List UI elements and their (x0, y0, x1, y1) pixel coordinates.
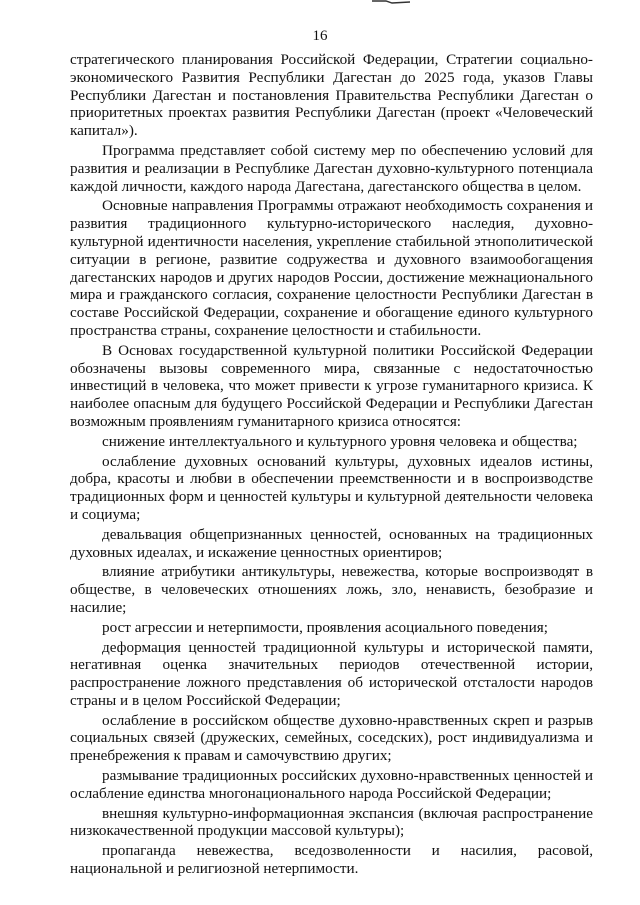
scan-artifact-mark (372, 0, 410, 5)
list-item: деформация ценностей традиционной культуры и исторической памяти, негативная оценка значительных периодов отечественной истории, распространение ложного представления об исторической отсталости народов страны и в целом Российской Федерации; (70, 638, 593, 709)
list-item: пропаганда невежества, вседозволенности и насилия, расовой, национальной и религиозной нетерпимости. (70, 842, 593, 878)
document-body (70, 51, 593, 880)
list-item: внешняя культурно-информационная экспансия (включая распространение низкокачественной продукции массовой культуры); (70, 804, 593, 840)
list-item: влияние атрибутики антикультуры, невежества, которые воспроизводят в обществе, в человеческих отношениях ложь, зло, ненависть, безобразие и насилие; (70, 563, 593, 616)
paragraph: Программа представляет собой систему мер по обеспечению условий для развития и реализации в Республике Дагестан духовно-культурного потенциала каждой личности, каждого народа Дагестана, дагестанского общества в целом. (70, 141, 593, 195)
page-number: 16 (312, 28, 328, 44)
list-item: ослабление духовных оснований культуры, духовных идеалов истины, добра, красоты и любви в обеспечении преемственности и в воспроизводстве традиционных форм и ценностей культуры и культурной деятельности человека и социума; (70, 452, 593, 523)
list-item: рост агрессии и нетерпимости, проявления асоциального поведения; (102, 618, 548, 636)
list-item: ослабление в российском обществе духовно-нравственных скреп и разрыв социальных связей (дружеских, семейных, соседских), рост индивидуализма и пренебрежения к правам и самочувствию других; (70, 711, 593, 765)
paragraph: Основные направления Программы отражают необходимость сохранения и развития традиционного культурно-исторического наследия, духовно-культурной идентичности населения, укрепление стабильной этнополитической ситуации в регионе, развитие содружества и духовного взаимообогащения дагестанских народов и других народов России, достижение межнационального мира и гражданского согласия, сохранение целостности Республики Дагестан в составе Российской Федерации, сохранение и обогащение единого культурного пространства страны, сохранение целостности и стабильности. (70, 197, 593, 339)
list-item: девальвация общепризнанных ценностей, основанных на традиционных духовных идеалах, и искажение ценностных ориентиров; (70, 525, 593, 561)
list-item: снижение интеллектуального и культурного уровня человека и общества; (102, 432, 578, 450)
paragraph: стратегического планирования Российской Федерации, Стратегии социально-экономического Развития Республики Дагестан до 2025 года, указов Главы Республики Дагестан и постановления Правительства Республики Дагестан о приоритетных проектах развития Республики Дагестан (проект «Человеческий капитал»). (70, 51, 593, 140)
paragraph: В Основах государственной культурной политики Российской Федерации обозначены вызовы современного мира, связанные с недостаточностью инвестиций в человека, что может привести к угрозе гуманитарного кризиса. К наиболее опасным для будущего Российской Федерации и Республики Дагестан возможным проявлениям гуманитарного кризиса относятся: (70, 341, 593, 430)
list-item: размывание традиционных российских духовно-нравственных ценностей и ослабление единства многонационального народа Российской Федерации; (70, 767, 593, 802)
